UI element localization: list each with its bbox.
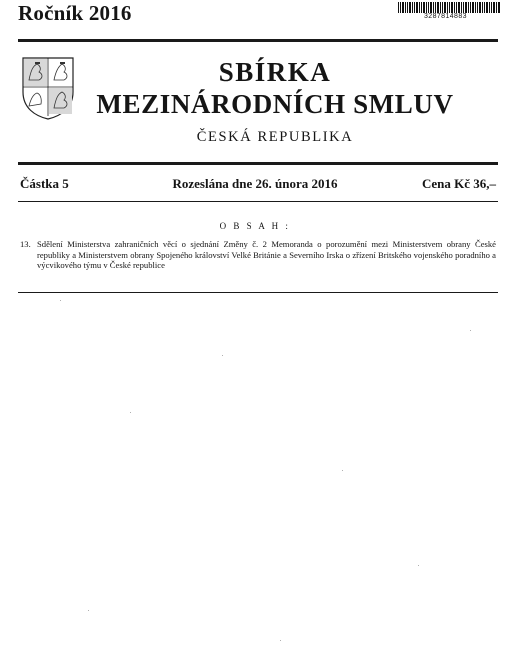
scan-speck [130, 412, 131, 413]
top-rule [18, 39, 498, 42]
issue-rule [18, 201, 498, 202]
scan-speck [342, 470, 343, 471]
barcode-number: 3287814883 [424, 13, 467, 20]
contents-heading: O B S A H : [219, 221, 291, 231]
masthead-bottom-rule [18, 162, 498, 165]
volume-label: Ročník 2016 [18, 1, 132, 25]
scan-speck [60, 300, 61, 301]
collection-title-line-2: MEZINÁRODNÍCH SMLUV [96, 89, 454, 119]
contents-item-number: 13. [20, 239, 31, 249]
barcode [398, 2, 500, 13]
country-subtitle: ČESKÁ REPUBLIKA [196, 129, 354, 145]
contents-item [20, 239, 496, 271]
issue-price: Cena Kč 36,– [421, 176, 496, 191]
scan-speck [470, 330, 471, 331]
scan-speck [280, 640, 281, 641]
scan-speck [418, 565, 419, 566]
contents-bottom-rule [18, 292, 498, 293]
scan-speck [222, 355, 223, 356]
scan-speck [88, 610, 89, 611]
collection-title-line-1: SBÍRKA [218, 57, 332, 87]
contents-item-text: Sdělení Ministerstva zahraničních věcí o sjednání Změny č. 2 Memoranda o porozumění mezi Ministerstvem obrany České republiky a Ministerstvem obrany Spojeného království Velké Británie a Severního Irska o zřízení Britského vojenského poradního a výcvikového týmu v České republice [37, 239, 496, 271]
issue-part: Částka 5 [20, 176, 69, 191]
issue-date: Rozeslána dne 26. února 2016 [172, 176, 338, 191]
contents-list [20, 239, 496, 271]
